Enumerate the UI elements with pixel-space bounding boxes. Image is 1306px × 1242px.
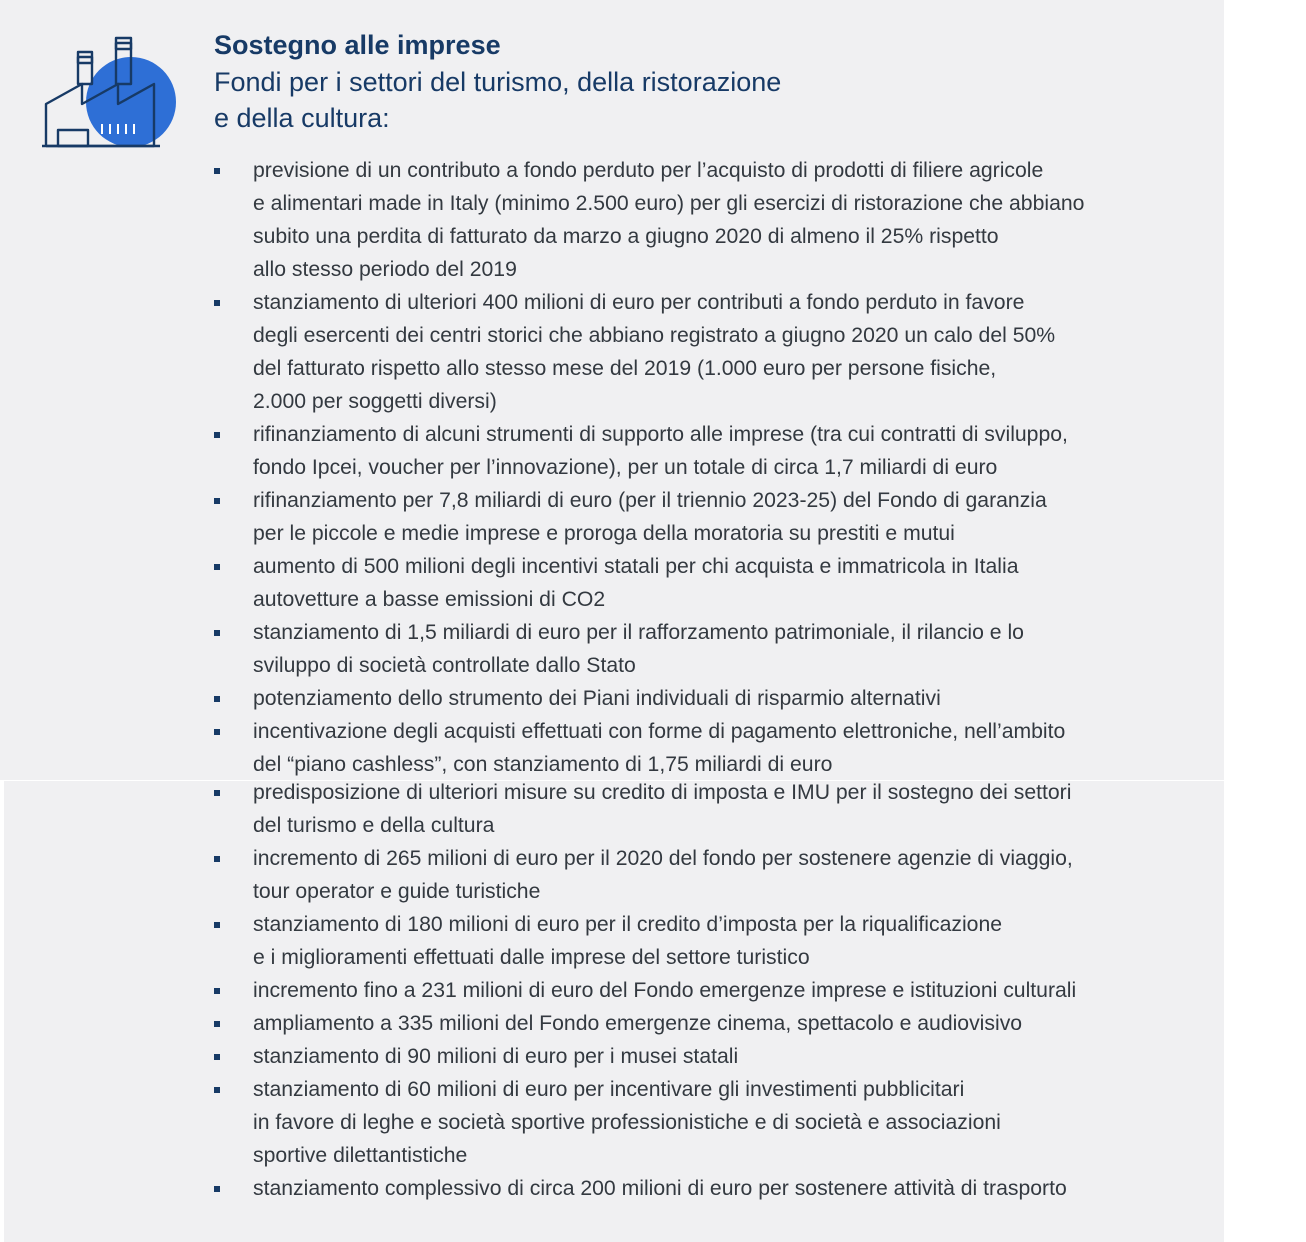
list-item-line: del fatturato rispetto allo stesso mese del 2019 (1.000 euro per persone fisiche, bbox=[253, 357, 997, 380]
list-item-text bbox=[253, 908, 1002, 974]
list-item-line: stanziamento di ulteriori 400 milioni di euro per contributi a fondo perduto in favore bbox=[253, 291, 1025, 314]
list-item-line: potenziamento dello strumento dei Piani individuali di risparmio alternativi bbox=[253, 687, 941, 710]
list-item-text bbox=[253, 682, 941, 715]
list-item-line: e i miglioramenti effettuati dalle imprese del settore turistico bbox=[253, 946, 810, 969]
list-item-line: e alimentari made in Italy (minimo 2.500 euro) per gli esercizi di ristorazione che abbiano bbox=[253, 192, 1085, 215]
list-item-line: subito una perdita di fatturato da marzo a giugno 2020 di almeno il 25% rispetto bbox=[253, 225, 999, 248]
list-item-text bbox=[253, 616, 1024, 682]
factory-icon bbox=[38, 30, 188, 154]
list-item-line: 2.000 per soggetti diversi) bbox=[253, 390, 497, 413]
list-item-text bbox=[253, 1007, 1022, 1040]
bullet-marker bbox=[214, 729, 220, 735]
list-item-line: incremento fino a 231 milioni di euro del Fondo emergenze imprese e istituzioni culturali bbox=[253, 979, 1077, 1002]
list-item-line: allo stesso periodo del 2019 bbox=[253, 258, 517, 281]
bullet-marker bbox=[214, 498, 220, 504]
bullet-marker bbox=[214, 856, 220, 862]
bullet-marker bbox=[214, 1021, 220, 1027]
list-item-line: stanziamento di 180 milioni di euro per il credito d’imposta per la riqualificazione bbox=[253, 913, 1003, 936]
list-item-line: ampliamento a 335 milioni del Fondo emergenze cinema, spettacolo e audiovisivo bbox=[253, 1012, 1023, 1035]
bullet-marker bbox=[214, 1054, 220, 1060]
list-item-line: predisposizione di ulteriori misure su credito di imposta e IMU per il sostegno dei settori bbox=[253, 781, 1072, 804]
list-item-line: del turismo e della cultura bbox=[253, 814, 495, 837]
list-item-text bbox=[253, 484, 1047, 550]
page-title: Sostegno alle imprese bbox=[214, 30, 501, 60]
list-item-text bbox=[253, 418, 1068, 484]
list-item-text bbox=[253, 776, 1071, 842]
list-item-line: per le piccole e medie imprese e proroga della moratoria su prestiti e mutui bbox=[253, 522, 955, 545]
bullet-marker bbox=[214, 432, 220, 438]
list-item-line: fondo Ipcei, voucher per l’innovazione), per un totale di circa 1,7 miliardi di euro bbox=[253, 456, 998, 479]
bullet-marker bbox=[214, 988, 220, 994]
list-item-text bbox=[253, 1040, 738, 1073]
list-item-line: tour operator e guide turistiche bbox=[253, 880, 541, 903]
list-item-text bbox=[253, 1073, 1001, 1172]
subtitle-line: e della cultura: bbox=[214, 103, 390, 133]
list-item-line: rifinanziamento per 7,8 miliardi di euro (per il triennio 2023-25) del Fondo di garanzia bbox=[253, 489, 1047, 512]
list-item-text bbox=[253, 974, 1076, 1007]
list-item-line: incremento di 265 milioni di euro per il 2020 del fondo per sostenere agenzie di viaggio, bbox=[253, 847, 1073, 870]
bullet-marker bbox=[214, 922, 220, 928]
list-item-line: in favore di leghe e società sportive professionistiche e di società e associazioni bbox=[253, 1111, 1001, 1134]
list-item-line: stanziamento complessivo di circa 200 milioni di euro per sostenere attività di trasporto bbox=[253, 1177, 1067, 1200]
bullet-marker bbox=[214, 630, 220, 636]
list-item-text bbox=[253, 550, 1018, 616]
list-item-text bbox=[253, 286, 1055, 418]
list-item-line: sviluppo di società controllate dallo Stato bbox=[253, 654, 636, 677]
list-item-line: stanziamento di 1,5 miliardi di euro per il rafforzamento patrimoniale, il rilancio e lo bbox=[253, 621, 1024, 644]
list-item-line: stanziamento di 60 milioni di euro per incentivare gli investimenti pubblicitari bbox=[253, 1078, 965, 1101]
bullet-marker bbox=[214, 1186, 220, 1192]
list-item-line: incentivazione degli acquisti effettuati con forme di pagamento elettroniche, nell’ambito bbox=[253, 720, 1066, 743]
bullet-marker bbox=[214, 1087, 220, 1093]
bullet-marker bbox=[214, 300, 220, 306]
bullet-marker bbox=[214, 696, 220, 702]
list-item-line: rifinanziamento di alcuni strumenti di supporto alle imprese (tra cui contratti di sviluppo, bbox=[253, 423, 1068, 446]
list-item-line: degli esercenti dei centri storici che abbiano registrato a giugno 2020 un calo del 50% bbox=[253, 324, 1056, 347]
list-item-line: stanziamento di 90 milioni di euro per i musei statali bbox=[253, 1045, 739, 1068]
bullet-marker bbox=[214, 168, 220, 174]
list-item-line: sportive dilettantistiche bbox=[253, 1144, 468, 1167]
list-item-line: autovetture a basse emissioni di CO2 bbox=[253, 588, 606, 611]
bullet-marker bbox=[214, 564, 220, 570]
list-item-text bbox=[253, 1172, 1067, 1205]
bullet-marker bbox=[214, 790, 220, 796]
list-item-line: aumento di 500 milioni degli incentivi statali per chi acquista e immatricola in Italia bbox=[253, 555, 1019, 578]
page-subtitle bbox=[214, 64, 914, 136]
list-item-text bbox=[253, 715, 1065, 781]
list-item-text bbox=[253, 154, 1084, 286]
subtitle-line: Fondi per i settori del turismo, della ristorazione bbox=[214, 67, 782, 97]
list-item-line: del “piano cashless”, con stanziamento di 1,75 miliardi di euro bbox=[253, 753, 833, 776]
list-item-text bbox=[253, 842, 1073, 908]
list-item-line: previsione di un contributo a fondo perduto per l’acquisto di prodotti di filiere agricole bbox=[253, 159, 1044, 182]
